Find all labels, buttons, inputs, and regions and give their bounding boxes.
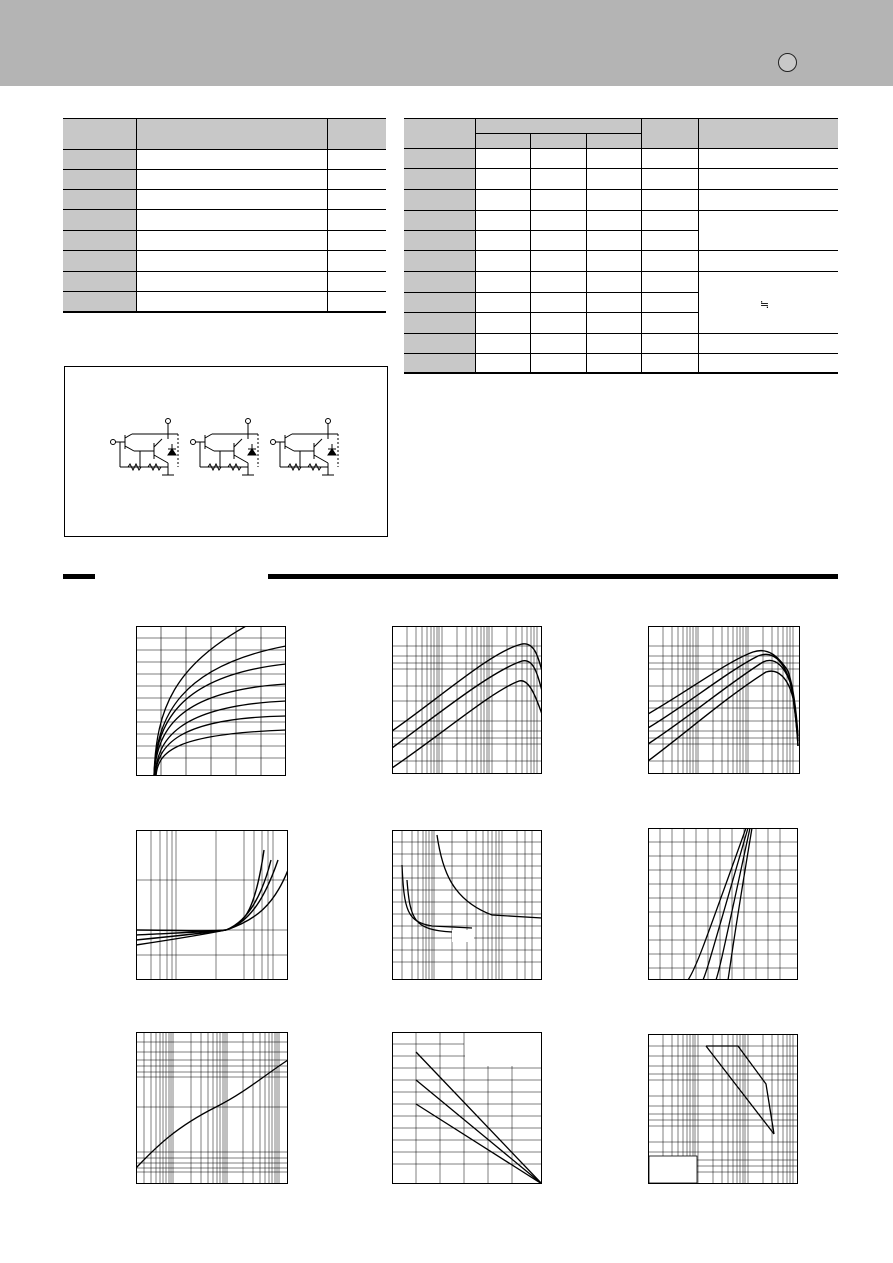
plot-hfe-temperature	[648, 626, 800, 774]
plot-derating	[392, 1032, 542, 1184]
ratings-table	[63, 118, 386, 313]
equivalent-circuit-box	[64, 366, 388, 537]
plot-safe-operating-area	[648, 1034, 798, 1184]
section-bar-right	[268, 574, 838, 579]
plot-switching	[392, 830, 542, 980]
electrical-table	[404, 118, 838, 374]
section-bar-left	[63, 574, 95, 579]
plot-output-characteristics	[136, 626, 286, 776]
header-band	[0, 0, 893, 86]
equivalent-circuit-diagram	[65, 367, 387, 536]
approx-symbol: ≒	[760, 298, 770, 311]
plot-transient-thermal	[136, 1032, 288, 1184]
plot-ic-vbe	[648, 828, 798, 980]
plot-vce-sat	[136, 830, 288, 980]
header-circle-mark	[778, 53, 797, 72]
plot-hfe-log	[392, 626, 542, 774]
